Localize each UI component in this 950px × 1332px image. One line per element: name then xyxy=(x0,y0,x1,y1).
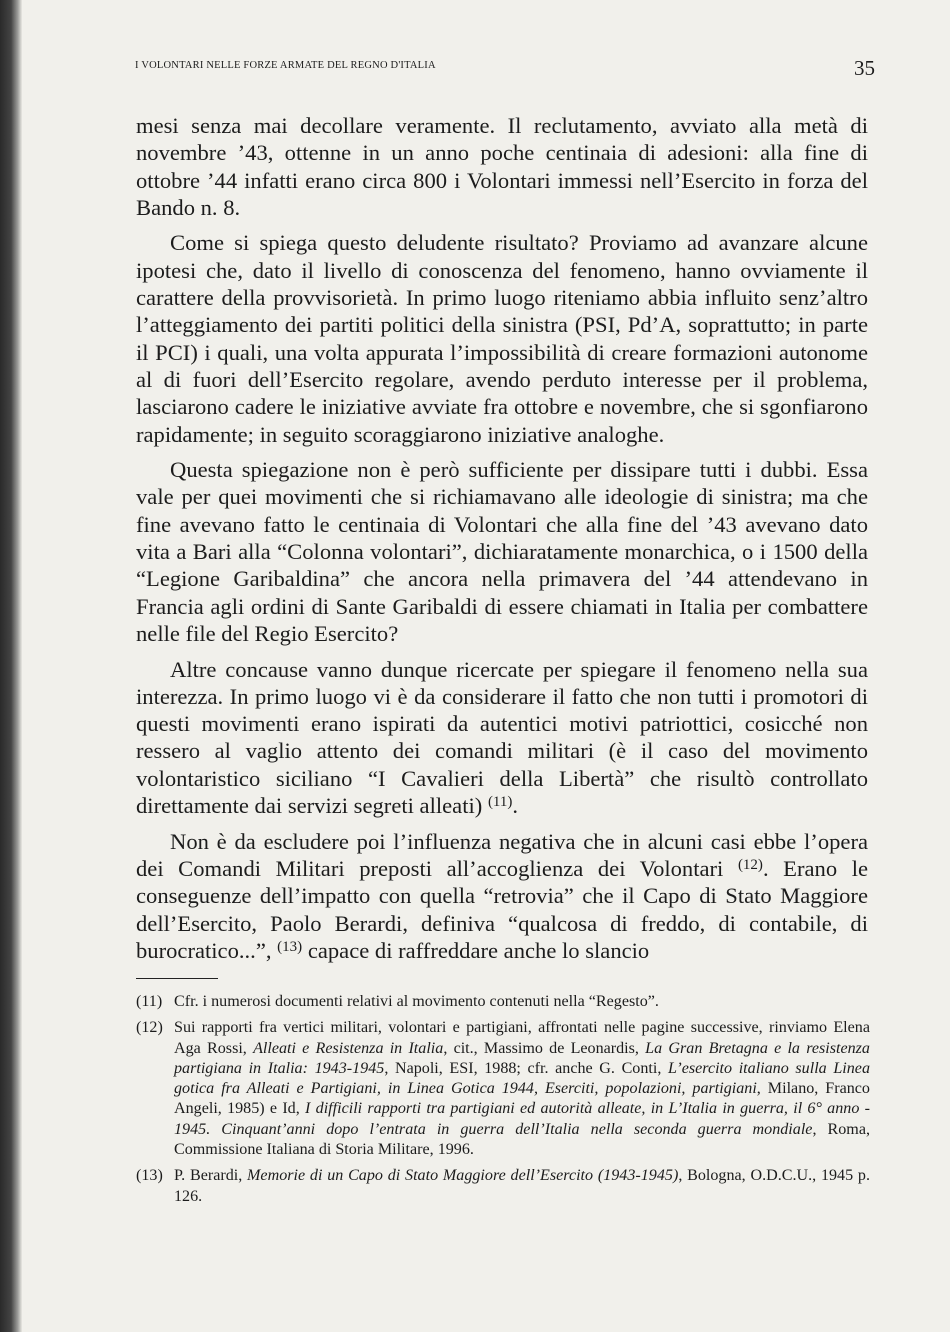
footnote-ref-12: (12) xyxy=(737,856,763,873)
fn12-part-5: , Roma, Commissione Italiana di Storia Militare, 1996. xyxy=(174,1120,870,1159)
fn12-part-1: Sui rapporti fra vertici militari, volontari e partigiani, affrontati nelle pagine successive, rinviamo Elena Aga Rossi, xyxy=(174,1019,870,1057)
body-text xyxy=(136,112,868,972)
fn12-part-3: , Napoli, ESI, 1988; cfr. anche G. Conti, xyxy=(384,1059,662,1077)
paragraph-5 xyxy=(136,828,868,964)
paragraph-4-text: Altre concause vanno dunque ricercate per spiegare il fenomeno nella sua interezza. In primo luogo vi è da considerare il fatto che non tutti i promotori di questi movimenti erano ispirati da autentici motivi patriottici, cosicché non ressero al vaglio attento dei comandi militari (è il caso del movimento volontaristico siciliano “I Cavalieri della Libertà” che risultò controllato direttamente dai servizi segreti alleati) xyxy=(136,656,868,819)
paragraph-4 xyxy=(136,656,868,820)
paragraph-3: Questa spiegazione non è però sufficiente per dissipare tutti i dubbi. Essa vale per quei movimenti che si richiamavano alle ideologie di sinistra; ma che fine avevano fatto le centinaia di Volontari che alla fine del ’43 avevano dato vita a Bari alla “Colonna volontari”, dichiaratamente monarchica, o i 1500 della “Legione Garibaldina” che ancora nella primavera del ’44 attendevano in Francia agli ordini di Sante Garibaldi di essere chiamati in Italia per combattere nelle file del Regio Esercito? xyxy=(136,457,868,646)
fn13-part-2: , Bologna, O.D.C.U., 1945 p. 126. xyxy=(174,1167,870,1205)
footnote-text: Cfr. i numerosi documenti relativi al movimento contenuti nella “Regesto”. xyxy=(174,993,659,1010)
footnote-number: (11) xyxy=(136,993,163,1010)
paragraph-1: mesi senza mai decollare veramente. Il reclutamento, avviato alla metà di novembre ’43, ottenne in un anno poche centinaia di adesioni: alla fine di ottobre ’44 infatti erano circa 800 i Volontari immessi nell’Esercito in forza del Bando n. 8. xyxy=(136,113,868,220)
footnote-text xyxy=(174,1166,870,1207)
book-spine-shadow xyxy=(0,0,22,1332)
fn12-title-2: La Gran Bretagna e la resistenza partigiana in Italia: 1943-1945 xyxy=(174,1039,870,1077)
fn12-part-2: , cit., Massimo de Leonardis, xyxy=(443,1039,639,1057)
footnote-11 xyxy=(136,992,870,1012)
paragraph-4-end: . xyxy=(512,793,519,819)
fn12-part-4: , Milano, Franco Angeli, 1985) e Id, xyxy=(174,1080,870,1118)
footnote-ref-13: (13) xyxy=(277,938,303,955)
footnote-number: (13) xyxy=(136,1167,163,1185)
footnote-number: (12) xyxy=(136,1019,163,1037)
fn13-part-1: P. Berardi, xyxy=(174,1167,243,1185)
paragraph-5-end: capace di raffreddare anche lo slancio xyxy=(307,937,650,963)
fn12-title-1: Alleati e Resistenza in Italia xyxy=(253,1039,444,1057)
paragraph-2: Come si spiega questo deludente risultato? Proviamo ad avanzare alcune ipotesi che, dato il livello di conoscenza del fenomeno, hanno ovviamente il carattere della provvisorietà. In primo luogo riteniamo abbia influito senz’altro l’atteggiamento dei partiti politici della sinistra (PSI, Pd’A, soprattutto; in parte il PCI) i quali, una volta appurata l’impossibilità di creare formazioni autonome al di fuori dell’Esercito regolare, avendo perduto interesse per il problema, lasciarono cadere le iniziative avviate fra ottobre e novembre, che si sgonfiarono rapidamente; in seguito scoraggiarono iniziative analoghe. xyxy=(136,230,868,447)
paragraph-5-text: Non è da escludere poi l’influenza negativa che in alcuni casi ebbe l’opera dei Comandi Militari preposti all’accoglienza dei Volontari xyxy=(136,828,868,881)
footnote-13 xyxy=(136,1166,870,1207)
page-number: 35 xyxy=(854,56,875,80)
footnote-separator xyxy=(136,978,218,979)
fn13-title-1: Memorie di un Capo di Stato Maggiore dell’Esercito (1943-1945) xyxy=(247,1167,679,1185)
paragraph-5-mid: . Erano le conseguenze dell’impatto con quella “retrovia” che il Capo di Stato Maggiore dell’Esercito, Paolo Berardi, definiva “qualcosa di freddo, di contabile, di burocratico...”, xyxy=(136,855,868,963)
footnote-ref-11: (11) xyxy=(487,794,513,811)
running-title: I VOLONTARI NELLE FORZE ARMATE DEL REGNO D'ITALIA xyxy=(135,60,436,71)
fn12-title-4: I difficili rapporti tra partigiani ed autorità alleate, in L’Italia in guerra, il 6° anno - 1945. Cinquant’anni dopo l’entrata in guerra dell’Italia nella seconda guerra mondiale xyxy=(174,1100,870,1138)
footnote-text xyxy=(174,1018,870,1160)
footnote-12 xyxy=(136,1018,870,1160)
page-header xyxy=(135,56,875,88)
fn12-title-3: L’esercito italiano sulla Linea gotica fra Alleati e Partigiani, in Linea Gotica 1944, Eserciti, popolazioni, partigiani xyxy=(174,1059,870,1098)
footnotes xyxy=(136,992,870,1213)
